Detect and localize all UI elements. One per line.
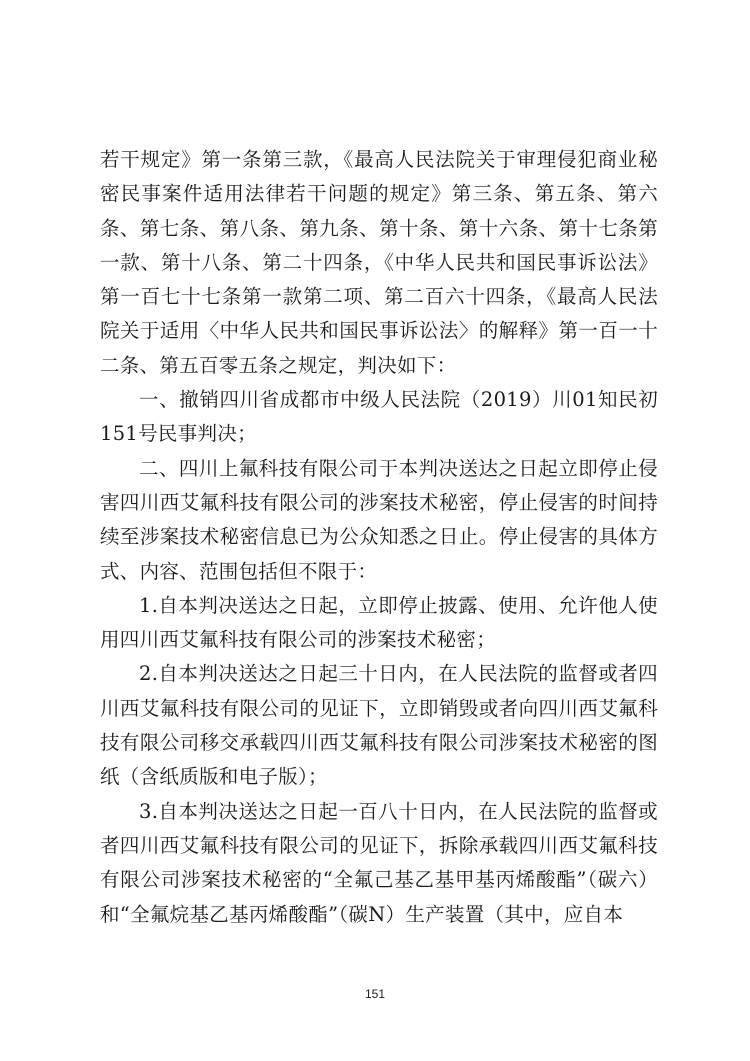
paragraph-ruling-item-2: 二、四川上氟科技有限公司于本判决送达之日起立即停止侵害四川西艾氟科技有限公司的涉案技术秘密，停止侵害的时间持续至涉案技术秘密信息已为公众知悉之日止。停止侵害的具体方式、内容、范围包括但不限于： bbox=[100, 456, 658, 583]
paragraph-sub-item-1: 1.自本判决送达之日起，立即停止披露、使用、允许他人使用四川西艾氟科技有限公司的涉案技术秘密； bbox=[100, 593, 658, 652]
page-number: 151 bbox=[364, 987, 386, 1001]
paragraph-sub-item-2: 2.自本判决送达之日起三十日内，在人民法院的监督或者四川西艾氟科技有限公司的见证下，立即销毁或者向四川西艾氟科技有限公司移交承载四川西艾氟科技有限公司涉案技术秘密的图纸（含纸质版和电子版）； bbox=[100, 662, 658, 789]
paragraph-legal-basis: 若干规定》第一条第三款，《最高人民法院关于审理侵犯商业秘密民事案件适用法律若干问题的规定》第三条、第五条、第六条、第七条、第八条、第九条、第十条、第十六条、第十七条第一款、第十八条、第二十四条，《中华人民共和国民事诉讼法》第一百七十七条第一款第二项、第二百六十四条，《最高人民法院关于适用〈中华人民共和国民事诉讼法〉的解释》第一百一十二条、第五百零五条之规定，判决如下： bbox=[100, 148, 658, 377]
paragraph-sub-item-3: 3.自本判决送达之日起一百八十日内，在人民法院的监督或者四川西艾氟科技有限公司的见证下，拆除承载四川西艾氟科技有限公司涉案技术秘密的“全氟己基乙基甲基丙烯酸酯”（碳六）和“全氟烷基乙基丙烯酸酯”（碳N）生产装置（其中，应自本 bbox=[100, 799, 658, 926]
paragraph-ruling-item-1: 一、撤销四川省成都市中级人民法院（2019）川01知民初151号民事判决； bbox=[100, 388, 658, 446]
document-body bbox=[100, 143, 658, 932]
